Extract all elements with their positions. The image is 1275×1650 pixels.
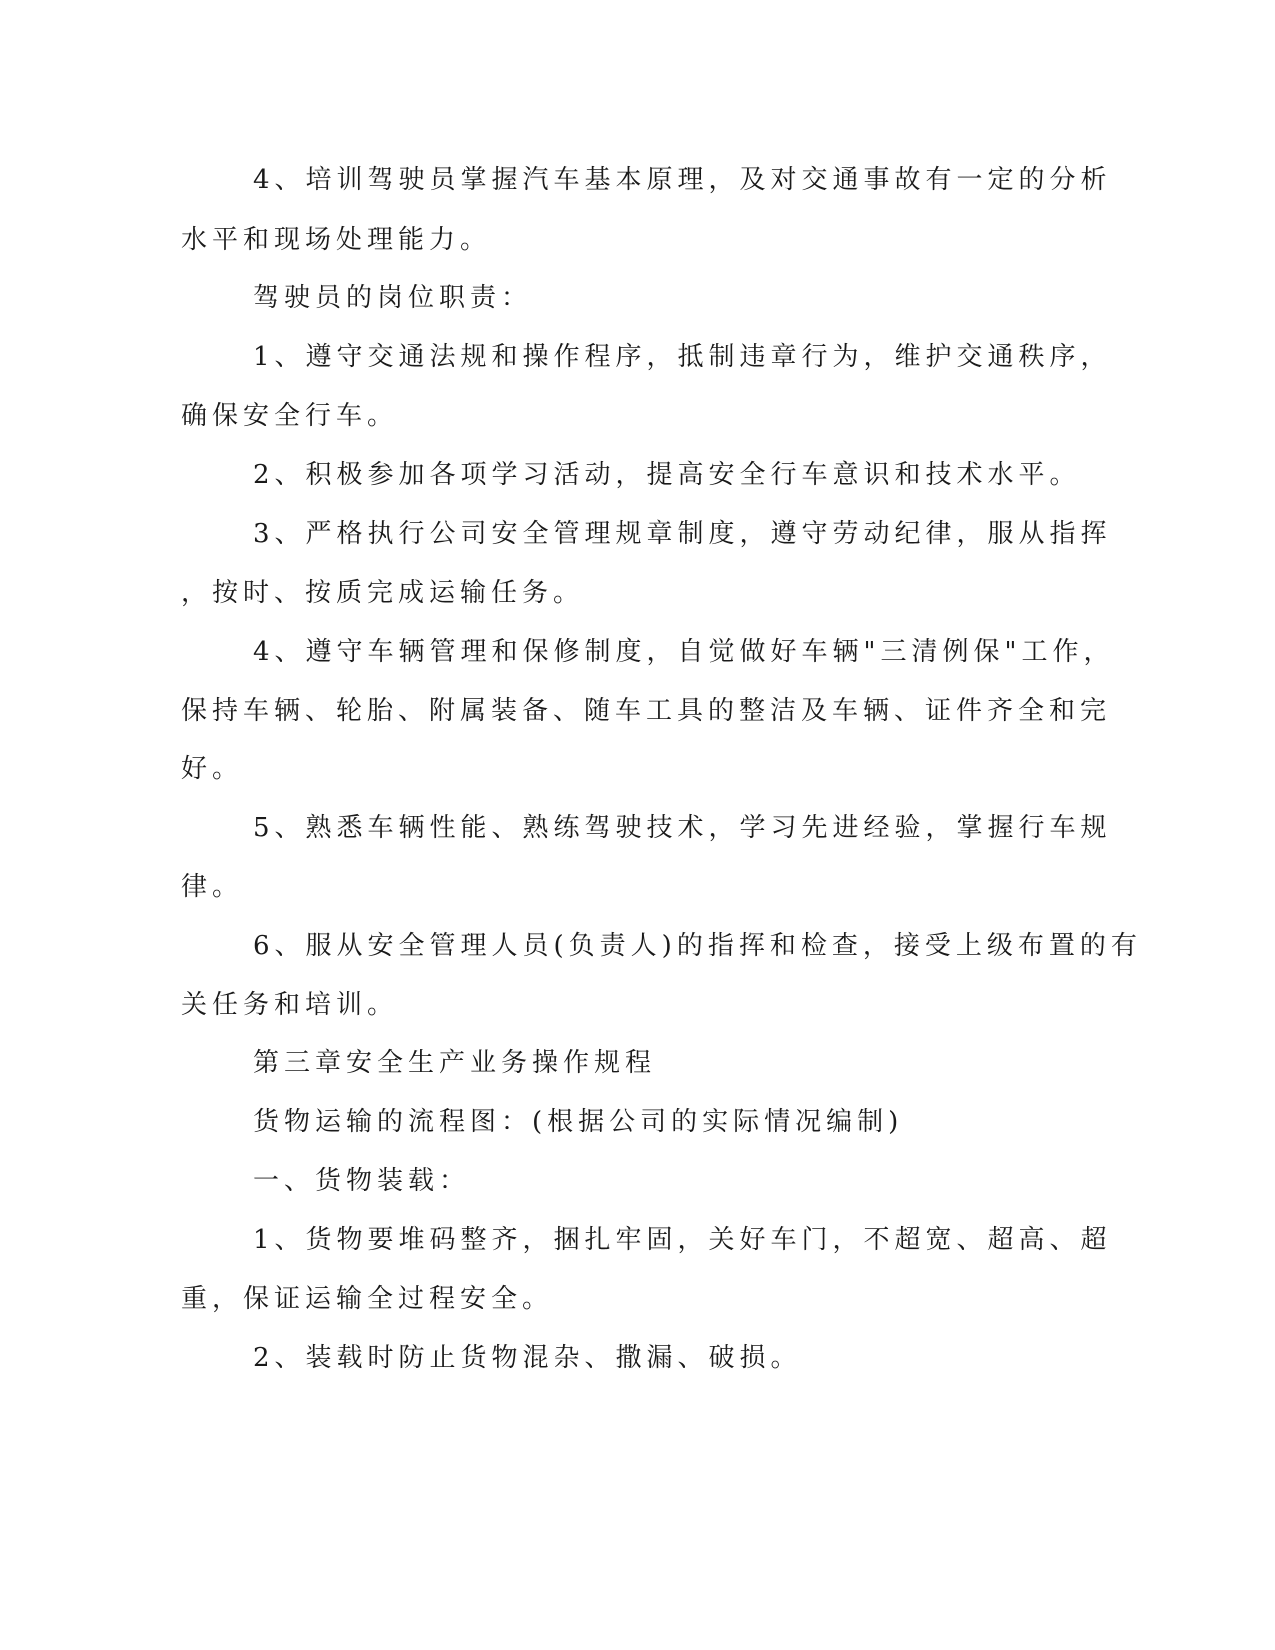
paragraph-loading-1: 1、货物要堆码整齐，捆扎牢固，关好车门，不超宽、超高、超 <box>253 1225 1112 1255</box>
paragraph-flowchart-note: 货物运输的流程图：(根据公司的实际情况编制) <box>253 1107 904 1137</box>
paragraph-duty-3: 3、严格执行公司安全管理规章制度，遵守劳动纪律，服从指挥 <box>253 519 1112 549</box>
paragraph-loading-2: 2、装载时防止货物混杂、撒漏、破损。 <box>253 1343 802 1373</box>
paragraph-duty-6-cont: 关任务和培训。 <box>181 990 399 1020</box>
paragraph-duty-4-end: 好。 <box>181 754 244 784</box>
paragraph-duty-1-cont: 确保安全行车。 <box>181 401 399 431</box>
paragraph-duty-2: 2、积极参加各项学习活动，提高安全行车意识和技术水平。 <box>253 460 1081 490</box>
paragraph-duty-3-cont: ，按时、按质完成运输任务。 <box>181 578 585 608</box>
section-heading-driver-duties: 驾驶员的岗位职责： <box>253 283 533 313</box>
paragraph-duty-4-cont: 保持车辆、轮胎、附属装备、随车工具的整洁及车辆、证件齐全和完 <box>181 696 1112 726</box>
paragraph-training-item-4: 4、培训驾驶员掌握汽车基本原理，及对交通事故有一定的分析 <box>253 165 1112 195</box>
paragraph-duty-1: 1、遵守交通法规和操作程序，抵制违章行为，维护交通秩序， <box>253 342 1112 372</box>
paragraph-loading-1-cont: 重，保证运输全过程安全。 <box>181 1284 554 1314</box>
paragraph-duty-6: 6、服从安全管理人员(负责人)的指挥和检查，接受上级布置的有 <box>253 931 1142 961</box>
paragraph-training-item-4-cont: 水平和现场处理能力。 <box>181 225 492 255</box>
paragraph-duty-5: 5、熟悉车辆性能、熟练驾驶技术，学习先进经验，掌握行车规 <box>253 813 1112 843</box>
chapter-heading: 第三章安全生产业务操作规程 <box>253 1048 657 1078</box>
section-heading-cargo-loading: 一、货物装载： <box>253 1166 471 1196</box>
paragraph-duty-5-cont: 律。 <box>181 872 244 902</box>
paragraph-duty-4: 4、遵守车辆管理和保修制度，自觉做好车辆"三清例保"工作， <box>253 637 1115 667</box>
